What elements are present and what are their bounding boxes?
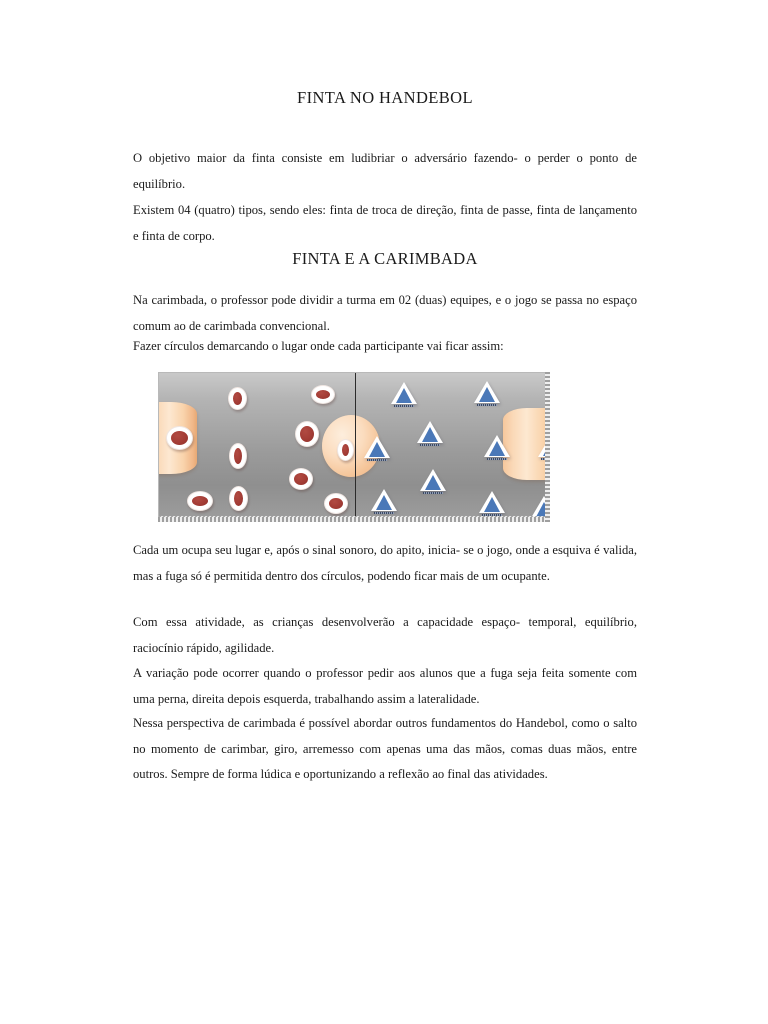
court-diagram	[158, 372, 550, 522]
page-title: FINTA NO HANDEBOL	[297, 88, 473, 107]
paragraph-rules: Cada um ocupa seu lugar e, após o sinal sonoro, do apito, inicia- se o jogo, onde a esquiva é valida, mas a fuga só é permitida dentro dos círculos, podendo ficar mais de um ocupante.	[133, 543, 637, 583]
court-background	[158, 372, 550, 518]
paragraph-types: Existem 04 (quatro) tipos, sendo eles: finta de troca de direção, finta de passe, finta de lançamento e finta de corpo.	[133, 203, 637, 243]
red-team-marker	[229, 486, 248, 511]
red-team-marker	[166, 426, 193, 450]
red-team-marker	[229, 443, 247, 469]
red-team-marker	[187, 491, 213, 511]
court-center-line	[355, 373, 356, 518]
paragraph-carimbada-intro: Na carimbada, o professor pode dividir a turma em 02 (duas) equipes, e o jogo se passa no espaço comum ao de carimbada convencional.	[133, 293, 637, 333]
paragraph-variation: A variação pode ocorrer quando o professor pedir aos alunos que a fuga seja feita somente com uma perna, direita depois esquerda, trabalhando assim a lateralidade.	[133, 666, 637, 706]
paragraph-conclusion: Nessa perspectiva de carimbada é possível abordar outros fundamentos do Handebol, como o salto no momento de carimbar, giro, arremesso com apenas uma das mãos, comas duas mãos, entre outros. Sempre de forma lúdica e oportunizando a reflexão ao final das atividades.	[133, 716, 637, 781]
red-team-marker	[289, 468, 313, 490]
paragraph-objective: O objetivo maior da finta consiste em ludibriar o adversário fazendo- o perder o ponto de equilíbrio.	[133, 151, 637, 191]
figure-right-edge	[545, 372, 550, 522]
figure-bottom-edge	[158, 517, 550, 522]
red-team-marker	[311, 385, 335, 404]
red-team-marker	[295, 421, 319, 447]
section-title: FINTA E A CARIMBADA	[292, 249, 478, 268]
red-team-marker	[228, 387, 247, 410]
red-team-marker	[337, 439, 354, 461]
paragraph-benefits: Com essa atividade, as crianças desenvolverão a capacidade espaço- temporal, equilíbrio, raciocínio rápido, agilidade.	[133, 615, 637, 655]
red-team-marker	[324, 493, 348, 514]
paragraph-figure-caption: Fazer círculos demarcando o lugar onde cada participante vai ficar assim:	[133, 339, 504, 353]
